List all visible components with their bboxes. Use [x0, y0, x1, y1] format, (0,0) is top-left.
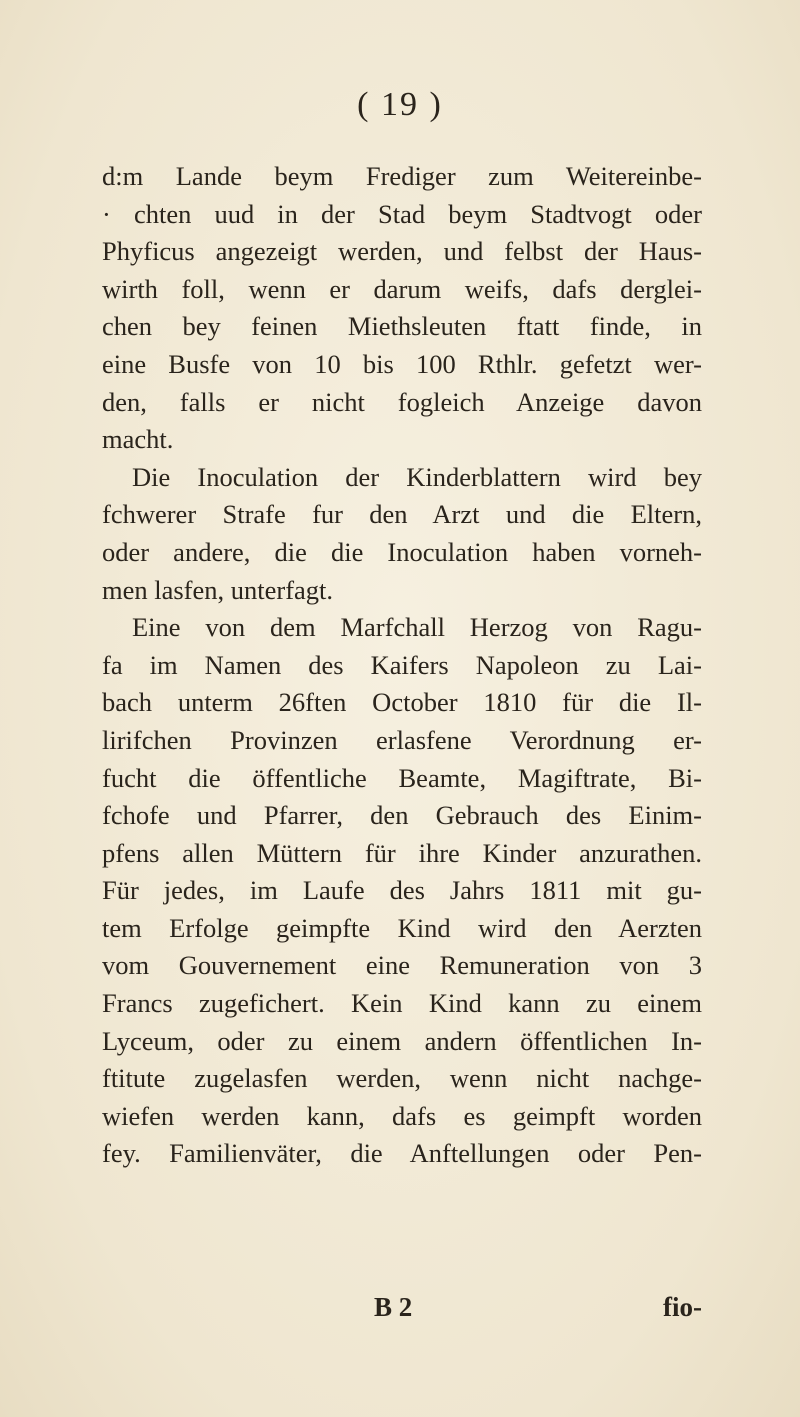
text-line: tem Erfolge geimpfte Kind wird den Aerzten — [102, 912, 702, 943]
body-text — [102, 158, 702, 1173]
text-line: Für jedes, im Laufe des Jahrs 1811 mit gu- — [102, 875, 702, 906]
text-line: vom Gouvernement eine Remuneration von 3 — [102, 950, 702, 981]
text-line: Phyficus angezeigt werden, und felbst der Haus- — [102, 236, 702, 267]
text-line: bach unterm 26ften October 1810 für die Il- — [102, 687, 702, 718]
text-line: pfens allen Müttern für ihre Kinder anzurathen. — [102, 837, 702, 868]
text-line: Die Inoculation der Kinderblattern wird bey — [132, 461, 702, 492]
text-line: Eine von dem Marfchall Herzog von Ragu- — [132, 612, 702, 643]
text-line: · chten uud in der Stad beym Stadtvogt oder — [102, 198, 702, 229]
text-line: d:m Lande beym Frediger zum Weitereinbe- — [102, 161, 702, 191]
text-line: den, falls er nicht fogleich Anzeige davon — [102, 386, 702, 417]
text-line: lirifchen Provinzen erlasfene Verordnung er- — [102, 724, 702, 755]
catchword: fio- — [663, 1292, 702, 1322]
text-line: macht. — [102, 424, 174, 455]
text-line: fa im Namen des Kaifers Napoleon zu Lai- — [102, 649, 702, 680]
text-line: Lyceum, oder zu einem andern öffentlichen In- — [102, 1025, 702, 1056]
signature-mark: B 2 — [374, 1292, 413, 1322]
text-line: wiefen werden kann, dafs es geimpft worden — [102, 1100, 702, 1131]
text-line: Francs zugefichert. Kein Kind kann zu einem — [102, 988, 702, 1019]
text-line: eine Busfe von 10 bis 100 Rthlr. gefetzt wer- — [102, 348, 702, 379]
text-line: fey. Familienväter, die Anftellungen oder Pen- — [102, 1138, 702, 1169]
text-line: wirth foll, wenn er darum weifs, dafs derglei- — [102, 273, 702, 304]
text-line: fchwerer Strafe fur den Arzt und die Eltern, — [102, 499, 702, 530]
page-footer — [102, 1292, 702, 1332]
text-line: fucht die öffentliche Beamte, Magiftrate, Bi- — [102, 762, 702, 793]
text-line: fchofe und Pfarrer, den Gebrauch des Einim- — [102, 800, 702, 831]
text-line: men lasfen, unterfagt. — [102, 574, 334, 605]
page-number-header: ( 19 ) — [357, 86, 443, 123]
text-line: chen bey feinen Miethsleuten ftatt finde, in — [102, 311, 702, 342]
text-line: oder andere, die die Inoculation haben vorneh- — [102, 536, 702, 567]
text-line: ftitute zugelasfen werden, wenn nicht nachge- — [102, 1063, 702, 1094]
